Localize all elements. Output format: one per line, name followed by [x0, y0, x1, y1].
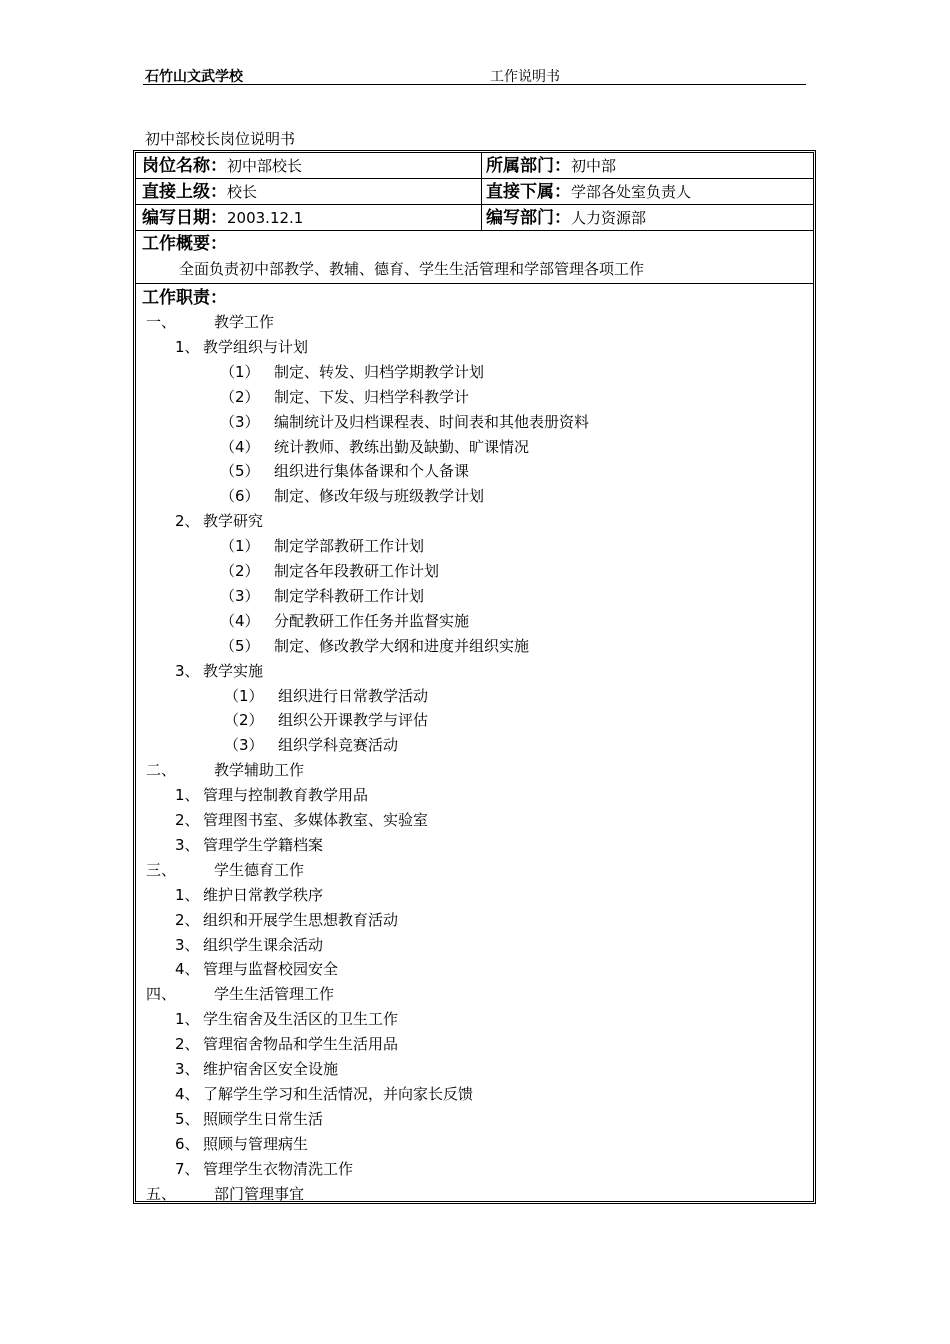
duty-line [146, 312, 274, 332]
duty-number: 3、 [175, 1060, 200, 1078]
duty-line [175, 885, 323, 905]
duty-text: 学生德育工作 [214, 860, 305, 879]
author-dept-cell [481, 205, 813, 230]
duty-line [220, 561, 439, 581]
duty-text: 管理学生学籍档案 [203, 835, 324, 854]
duty-line [175, 785, 368, 805]
info-row-authoring [136, 205, 813, 231]
duty-text: 学生生活管理工作 [214, 985, 335, 1004]
duty-text: 组织进行日常教学活动 [278, 686, 429, 705]
superior-value: 校长 [227, 183, 258, 201]
duty-line [146, 860, 304, 880]
duty-number: 2、 [175, 1035, 200, 1054]
department-cell [481, 153, 813, 178]
duty-number: 四、 [146, 985, 177, 1004]
duty-number: 1、 [175, 786, 200, 805]
author-dept-label: 编写部门： [486, 208, 571, 228]
summary-text: 全面负责初中部教学、教辅、德育、学生生活管理和学部管理各项工作 [179, 260, 645, 278]
duty-text: 照顾与管理病生 [203, 1134, 309, 1153]
duty-number: 2、 [175, 910, 200, 929]
duty-number: （5） [220, 636, 260, 655]
superior-cell [142, 179, 478, 204]
duty-text: 编制统计及归档课程表、时间表和其他表册资料 [274, 412, 590, 431]
duty-text: 统计教师、教练出勤及缺勤、旷课情况 [274, 437, 530, 456]
duty-number: 二、 [146, 761, 177, 780]
summary-label: 工作概要： [142, 234, 227, 254]
position-cell [142, 153, 478, 178]
duty-number: 一、 [146, 313, 177, 331]
duty-text: 分配教研工作任务并监督实施 [274, 611, 470, 630]
duty-number: （1） [224, 686, 264, 705]
duty-number: （2） [220, 387, 260, 406]
duty-line [220, 437, 529, 457]
duties-label: 工作职责： [142, 288, 227, 308]
duty-line [220, 461, 469, 481]
duty-line [220, 362, 484, 382]
duty-line [220, 586, 424, 606]
date-value: 2003.12.1 [227, 209, 304, 227]
duty-text: 管理与监督校园安全 [203, 960, 339, 979]
duty-number: 1、 [175, 337, 200, 356]
duty-text: 制定、下发、归档学科教学计 [274, 387, 470, 406]
duty-line [220, 636, 529, 656]
summary-section [136, 231, 813, 284]
duty-text: 制定、修改年级与班级教学计划 [274, 487, 485, 506]
duty-line [224, 735, 398, 755]
duty-text: 学生宿舍及生活区的卫生工作 [203, 1010, 399, 1029]
department-value: 初中部 [571, 157, 617, 175]
duty-line [175, 1059, 338, 1079]
duty-number: （2） [224, 711, 264, 730]
position-label: 岗位名称： [142, 156, 227, 176]
duty-number: （4） [220, 437, 260, 456]
duty-number: 1、 [175, 1010, 200, 1029]
duty-number: 3、 [175, 661, 200, 680]
duty-line [175, 1109, 323, 1129]
duty-number: 5、 [175, 1109, 200, 1128]
duty-line [175, 1034, 398, 1054]
info-row-position [136, 153, 813, 179]
duty-number: 6、 [175, 1134, 200, 1153]
duty-line [146, 984, 334, 1004]
duty-number: 4、 [175, 960, 200, 979]
job-description-table [133, 150, 816, 1204]
duty-line [220, 387, 469, 407]
duty-line [175, 1134, 308, 1154]
duty-line [175, 835, 323, 855]
duty-number: 2、 [175, 811, 200, 829]
duty-number: （6） [220, 487, 260, 506]
duty-line [175, 511, 263, 531]
duty-number: 三、 [146, 860, 177, 879]
superior-label: 直接上级： [142, 182, 227, 202]
duty-text: 组织学生课余活动 [203, 935, 324, 954]
duty-line [224, 686, 428, 706]
duty-text: 教学组织与计划 [203, 337, 309, 356]
duty-line [220, 412, 589, 432]
duty-text: 管理图书室、多媒体教室、实验室 [203, 811, 429, 829]
duty-text: 制定学部教研工作计划 [274, 537, 425, 556]
duty-line [220, 486, 484, 506]
duty-line [175, 959, 338, 979]
department-label: 所属部门： [486, 156, 571, 176]
duty-text: 组织学科竞赛活动 [278, 736, 399, 755]
duty-line [175, 810, 428, 830]
duty-number: 7、 [175, 1159, 200, 1178]
duty-text: 组织公开课教学与评估 [278, 711, 429, 730]
school-name: 石竹山文武学校 [145, 69, 243, 85]
duty-text: 维护宿舍区安全设施 [203, 1060, 339, 1078]
duty-line [175, 1084, 473, 1104]
duty-text: 管理学生衣物清洗工作 [203, 1159, 354, 1178]
document-type: 工作说明书 [490, 69, 560, 85]
info-row-reporting [136, 179, 813, 205]
header-rule [143, 84, 806, 85]
duty-text: 组织进行集体备课和个人备课 [274, 462, 470, 481]
duty-line [175, 1009, 398, 1029]
duty-number: （5） [220, 462, 260, 481]
duty-number: 2、 [175, 512, 200, 531]
duty-number: （3） [220, 412, 260, 431]
duty-text: 管理与控制教育教学用品 [203, 786, 369, 805]
duty-line [220, 536, 424, 556]
duty-text: 制定各年段教研工作计划 [274, 562, 440, 580]
duty-line [146, 1184, 304, 1204]
duty-number: （2） [220, 562, 260, 580]
duty-line [175, 935, 323, 955]
duty-line [175, 1159, 353, 1179]
duty-number: 4、 [175, 1084, 200, 1103]
duty-number: （1） [220, 537, 260, 556]
duty-text: 教学实施 [203, 661, 264, 680]
duty-text: 维护日常教学秩序 [203, 885, 324, 904]
duty-line [175, 337, 308, 357]
duty-text: 了解学生学习和生活情况，并向家长反馈 [203, 1084, 474, 1103]
duty-text: 制定、转发、归档学期教学计划 [274, 362, 485, 381]
date-label: 编写日期： [142, 208, 227, 228]
duty-number: 3、 [175, 935, 200, 954]
duty-line [175, 661, 263, 681]
duty-text: 教学工作 [214, 313, 275, 331]
duty-text: 制定学科教研工作计划 [274, 586, 425, 605]
duty-number: 3、 [175, 835, 200, 854]
duty-number: （3） [224, 736, 264, 755]
document-title: 初中部校长岗位说明书 [145, 130, 296, 148]
duty-line [220, 611, 469, 631]
duty-number: 1、 [175, 885, 200, 904]
duty-text: 管理宿舍物品和学生生活用品 [203, 1035, 399, 1054]
duty-text: 部门管理事宜 [214, 1184, 305, 1203]
position-value: 初中部校长 [227, 157, 303, 175]
duty-text: 制定、修改教学大纲和进度并组织实施 [274, 636, 530, 655]
duty-line [224, 710, 428, 730]
duty-text: 教学辅助工作 [214, 761, 305, 780]
author-dept-value: 人力资源部 [571, 209, 647, 227]
duty-number: 五、 [146, 1184, 177, 1203]
duty-number: （1） [220, 362, 260, 381]
duty-text: 教学研究 [203, 512, 264, 531]
subordinate-label: 直接下属： [486, 182, 571, 202]
duty-text: 照顾学生日常生活 [203, 1109, 324, 1128]
duty-line [175, 910, 398, 930]
date-cell [142, 205, 478, 230]
subordinate-value: 学部各处室负责人 [571, 183, 692, 201]
duty-text: 组织和开展学生思想教育活动 [203, 910, 399, 929]
subordinate-cell [481, 179, 813, 204]
duty-number: （3） [220, 586, 260, 605]
duty-number: （4） [220, 611, 260, 630]
duty-line [146, 760, 304, 780]
